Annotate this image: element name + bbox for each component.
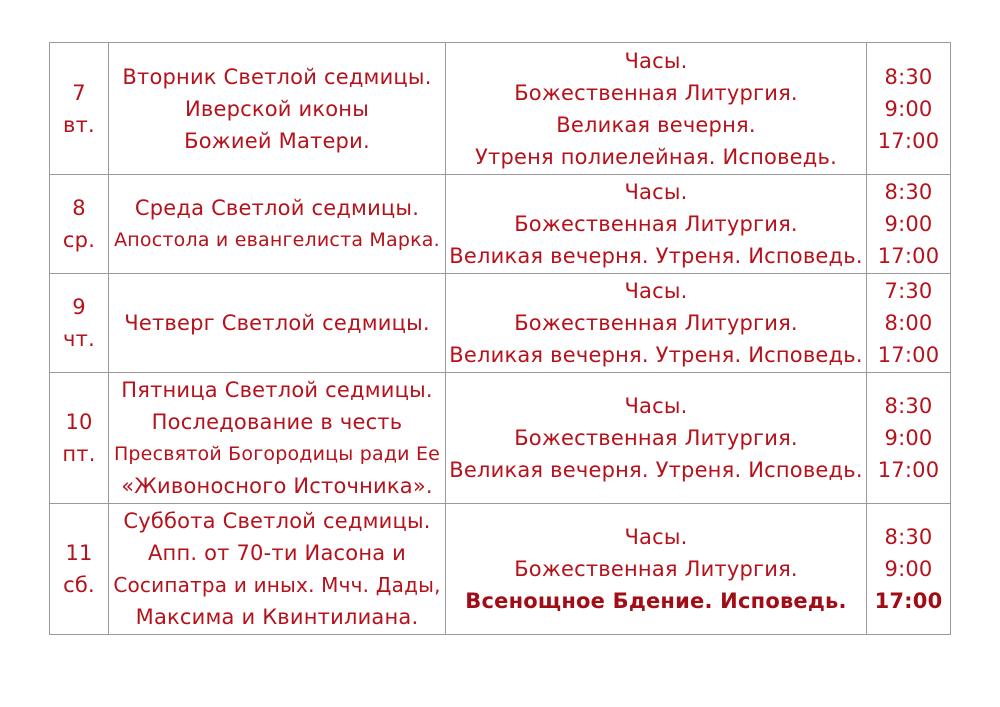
feast-cell xyxy=(109,274,446,373)
feast-line: Апп. от 70-ти Иасона и xyxy=(147,541,407,565)
times-cell xyxy=(867,373,951,504)
service-time: 8:30 xyxy=(884,64,933,89)
times-cell xyxy=(867,504,951,635)
feast-line: Пресвятой Богородицы ради Ее xyxy=(113,443,441,465)
feast-line: Сосипатра и иных. Мчч. Дады, xyxy=(113,573,441,597)
service-line: Божественная Литургия. xyxy=(514,80,798,105)
schedule-table xyxy=(49,42,951,635)
service-line: Божественная Литургия. xyxy=(514,557,798,581)
services-cell xyxy=(446,175,867,274)
service-line: Великая вечерня. Утреня. Исповедь. xyxy=(449,458,863,482)
day-number: 11 xyxy=(65,541,93,565)
service-time: 9:00 xyxy=(884,557,933,581)
schedule-row xyxy=(50,274,951,373)
schedule-row xyxy=(50,373,951,504)
service-time: 9:00 xyxy=(884,96,933,121)
weekday-abbr: пт. xyxy=(62,442,96,466)
day-cell xyxy=(50,274,109,373)
service-line: Божественная Литургия. xyxy=(514,426,798,450)
times-cell xyxy=(867,175,951,274)
feast-line: Среда Светлой седмицы. xyxy=(134,196,420,220)
service-time: 8:30 xyxy=(884,394,933,418)
day-number: 7 xyxy=(72,80,86,105)
service-time: 17:00 xyxy=(877,343,940,367)
service-time: 17:00 xyxy=(877,128,940,153)
day-cell xyxy=(50,175,109,274)
day-cell xyxy=(50,43,109,175)
service-line: Великая вечерня. Утреня. Исповедь. xyxy=(449,244,863,268)
feast-line: Последование в честь xyxy=(151,410,403,434)
day-number: 10 xyxy=(65,410,93,434)
service-time: 8:00 xyxy=(884,311,933,335)
services-cell xyxy=(446,43,867,175)
vigil-service-line: Всенощное Бдение. Исповедь. xyxy=(465,589,847,613)
service-time: 9:00 xyxy=(884,426,933,450)
feast-cell xyxy=(109,504,446,635)
service-line: Часы. xyxy=(624,48,688,73)
service-time: 8:30 xyxy=(884,525,933,549)
times-cell xyxy=(867,43,951,175)
feast-line: «Живоносного Источника». xyxy=(121,474,433,498)
feast-line: Иверской иконы xyxy=(184,96,370,121)
services-cell xyxy=(446,274,867,373)
vigil-service-time: 17:00 xyxy=(874,589,943,613)
schedule-row xyxy=(50,43,951,175)
services-cell xyxy=(446,373,867,504)
times-cell xyxy=(867,274,951,373)
service-line: Божественная Литургия. xyxy=(514,311,798,335)
feast-cell xyxy=(109,175,446,274)
service-line: Часы. xyxy=(624,525,688,549)
feast-line: Апостола и евангелиста Марка. xyxy=(114,229,440,251)
feast-line: Божией Матери. xyxy=(184,128,370,153)
service-time: 17:00 xyxy=(877,244,940,268)
feast-cell xyxy=(109,43,446,175)
feast-cell xyxy=(109,373,446,504)
service-line: Божественная Литургия. xyxy=(514,212,798,236)
service-line: Часы. xyxy=(624,180,688,204)
schedule-row xyxy=(50,175,951,274)
day-cell xyxy=(50,373,109,504)
feast-line: Вторник Светлой седмицы. xyxy=(122,64,432,89)
service-time: 17:00 xyxy=(877,458,940,482)
feast-line: Четверг Светлой седмицы. xyxy=(124,311,430,335)
service-line: Часы. xyxy=(624,279,688,303)
service-line: Утреня полиелейная. Исповедь. xyxy=(475,144,837,169)
weekday-abbr: сб. xyxy=(63,573,95,597)
schedule-row xyxy=(50,504,951,635)
feast-line: Пятница Светлой седмицы. xyxy=(121,378,433,402)
day-number: 9 xyxy=(72,295,86,319)
service-line: Великая вечерня. Утреня. Исповедь. xyxy=(449,343,863,367)
day-cell xyxy=(50,504,109,635)
service-time: 8:30 xyxy=(884,180,933,204)
service-time: 9:00 xyxy=(884,212,933,236)
weekday-abbr: чт. xyxy=(63,327,95,351)
day-number: 8 xyxy=(72,196,86,220)
service-line: Великая вечерня. xyxy=(556,112,756,137)
weekday-abbr: вт. xyxy=(63,112,95,137)
weekday-abbr: ср. xyxy=(62,228,96,252)
feast-line: Суббота Светлой седмицы. xyxy=(123,509,431,533)
services-cell xyxy=(446,504,867,635)
service-time: 7:30 xyxy=(884,279,933,303)
service-line: Часы. xyxy=(624,394,688,418)
feast-line: Максима и Квинтилиана. xyxy=(135,605,419,629)
